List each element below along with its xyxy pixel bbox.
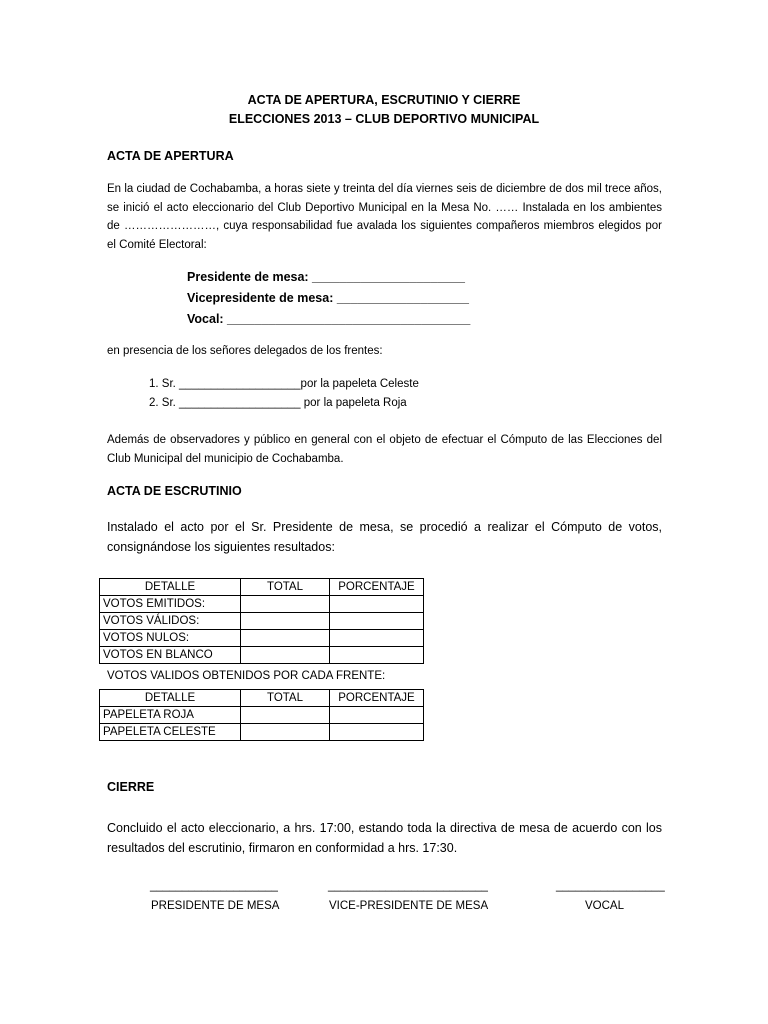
apertura-paragraph: En la ciudad de Cochabamba, a horas siete y treinta del día viernes seis de diciembre de dos mil trece años, se inició el acto eleccionario del Club Deportivo Municipal en la Mesa No. …… Instalada en los ambientes de ……………………, cuya responsabilidad fue avalada los siguientes compañeros miembros elegidos por el Comité Electoral: [107,183,662,251]
front-votes-table [99,689,424,741]
header-cell: TOTAL [241,579,330,596]
row-label: VOTOS VÁLIDOS: [100,613,241,630]
signature-line-vicepresidente[interactable]: _________________________ [328,880,488,892]
total-cell[interactable] [241,724,330,741]
table-row [100,613,424,630]
percent-cell[interactable] [330,596,424,613]
escrutinio-heading: ACTA DE ESCRUTINIO [107,484,242,498]
total-cell[interactable] [241,613,330,630]
signature-line-vocal[interactable]: _________________ [556,880,665,892]
per-front-subheading: VOTOS VALIDOS OBTENIDOS POR CADA FRENTE: [107,670,386,682]
table-row [100,647,424,664]
officer-presidente: Presidente de mesa: ______________________ [187,270,465,284]
total-cell[interactable] [241,647,330,664]
row-label: PAPELETA CELESTE [100,724,241,741]
table-row [100,707,424,724]
header-cell: DETALLE [100,690,241,707]
row-label: VOTOS EN BLANCO [100,647,241,664]
percent-cell[interactable] [330,630,424,647]
header-cell: DETALLE [100,579,241,596]
signature-label-presidente: PRESIDENTE DE MESA [151,900,280,912]
cierre-heading: CIERRE [107,780,155,794]
officer-vicepresidente: Vicepresidente de mesa: ___________________ [187,291,469,305]
escrutinio-paragraph: Instalado el acto por el Sr. Presidente de mesa, se procedió a realizar el Cómputo de votos, consignándose los siguientes resultados: [107,520,662,554]
header-cell: PORCENTAJE [330,579,424,596]
percent-cell[interactable] [330,647,424,664]
row-label: VOTOS NULOS: [100,630,241,647]
table-row [100,596,424,613]
percent-cell[interactable] [330,707,424,724]
delegate-item: 1. Sr. ___________________por la papeleta Celeste [149,378,419,390]
observers-paragraph: Además de observadores y público en general con el objeto de efectuar el Cómputo de las Elecciones del Club Municipal del municipio de Cochabamba. [107,434,662,465]
votes-table [99,578,424,664]
document-subtitle: ELECCIONES 2013 – CLUB DEPORTIVO MUNICIPAL [228,112,540,126]
table-row [100,630,424,647]
total-cell[interactable] [241,707,330,724]
table-header-row [100,579,424,596]
total-cell[interactable] [241,596,330,613]
table-header-row [100,690,424,707]
total-cell[interactable] [241,630,330,647]
row-label: PAPELETA ROJA [100,707,241,724]
header-cell: TOTAL [241,690,330,707]
signature-line-presidente[interactable]: ____________________ [150,880,278,892]
cierre-paragraph: Concluido el acto eleccionario, a hrs. 17:00, estando toda la directiva de mesa de acuerdo con los resultados del escrutinio, firmaron en conformidad a hrs. 17:30. [107,821,662,855]
header-cell: PORCENTAJE [330,690,424,707]
percent-cell[interactable] [330,613,424,630]
signature-label-vicepresidente: VICE-PRESIDENTE DE MESA [329,900,489,912]
table-row [100,724,424,741]
percent-cell[interactable] [330,724,424,741]
delegate-item: 2. Sr. ___________________ por la papeleta Roja [149,397,407,409]
row-label: VOTOS EMITIDOS: [100,596,241,613]
officer-vocal: Vocal: ___________________________________ [187,312,471,326]
apertura-heading: ACTA DE APERTURA [107,149,234,163]
document-title: ACTA DE APERTURA, ESCRUTINIO Y CIERRE [247,93,521,107]
signature-label-vocal: VOCAL [585,900,624,912]
delegates-intro: en presencia de los señores delegados de los frentes: [107,345,383,357]
